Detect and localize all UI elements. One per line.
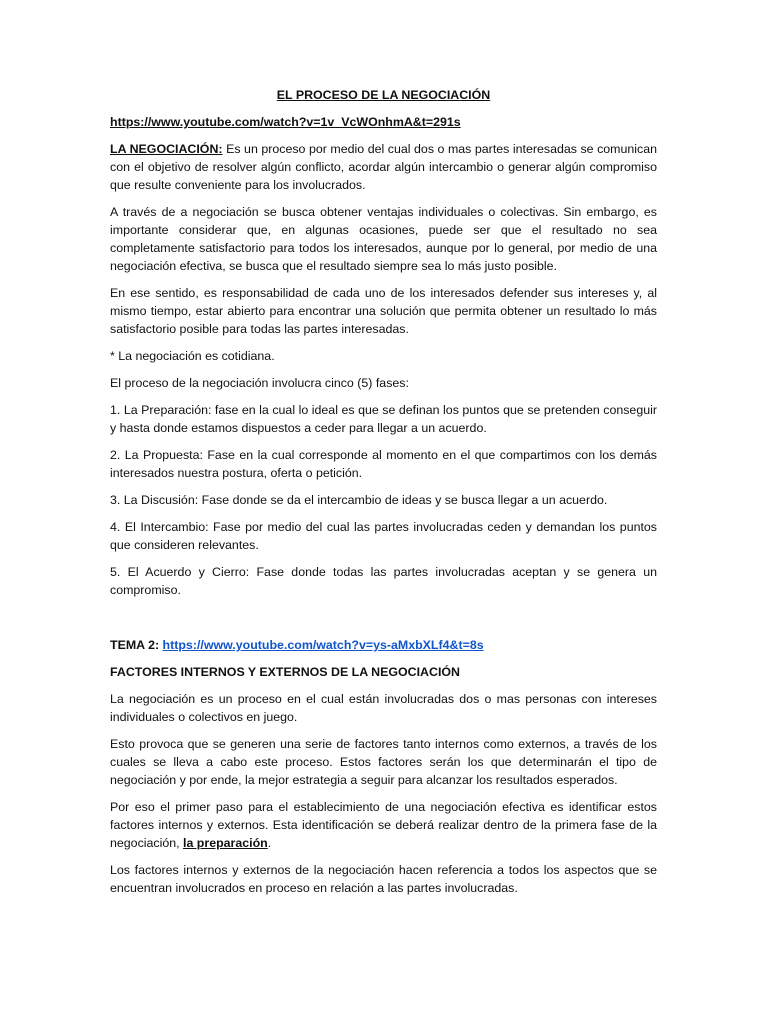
tema2-label: TEMA 2:	[110, 638, 163, 652]
definition-text: Es un proceso por medio del cual dos o mas partes interesadas se comunican con el objetivo de resolver algún conflicto, acordar algún intercambio o generar algún compromiso que resulte conveniente para los involucrados.	[110, 142, 658, 192]
paragraph-4: * La negociación es cotidiana.	[110, 349, 275, 363]
document-title: EL PROCESO DE LA NEGOCIACIÓN	[276, 88, 491, 102]
paragraph-8-text: Por eso el primer paso para el establecimiento de una negociación efectiva es identificar estos factores internos y externos. Esta identificación se deberá realizar dentro de la primera fase de la negociación,	[110, 800, 657, 850]
youtube-link-2[interactable]: https://www.youtube.com/watch?v=ys-aMxbXLf4&t=8s	[162, 638, 484, 652]
phase-3: 3. La Discusión: Fase donde se da el intercambio de ideas y se busca llegar a un acuerdo.	[110, 493, 608, 507]
spacer	[110, 608, 657, 636]
paragraph-7: Esto provoca que se generen una serie de factores tanto internos como externos, a través de los cuales se lleva a cabo este proceso. Estos factores serán los que determinarán el tipo de negociación y por ende, la mejor estrategia a seguir para alcanzar los resultados esperados.	[110, 737, 657, 787]
paragraph-9: Los factores internos y externos de la negociación hacen referencia a todos los aspectos que se encuentran involucrados en proceso en relación a las partes involucradas.	[110, 863, 657, 895]
phase-2: 2. La Propuesta: Fase en la cual corresponde al momento en el que compartimos con los demás interesados nuestra postura, oferta o petición.	[110, 448, 657, 480]
paragraph-3: En ese sentido, es responsabilidad de cada uno de los interesados defender sus intereses y, al mismo tiempo, estar abierto para encontrar una solución que permita obtener un resultado lo más satisfactorio posible para todas las partes interesadas.	[110, 286, 657, 336]
paragraph-8	[110, 798, 657, 852]
tema2-line	[110, 636, 657, 654]
phase-1: 1. La Preparación: fase en la cual lo ideal es que se definan los puntos que se pretenden conseguir y hasta donde estamos dispuestos a ceder para llegar a un acuerdo.	[110, 403, 657, 435]
section-heading-2: FACTORES INTERNOS Y EXTERNOS DE LA NEGOCIACIÓN	[110, 665, 460, 679]
paragraph-2: A través de a negociación se busca obtener ventajas individuales o colectivas. Sin embargo, es importante considerar que, en algunas ocasiones, puede ser que el resultado no sea completamente satisfactorio para todos los interesados, aunque por lo general, por medio de una negociación efectiva, se busca que el resultado siempre sea lo más justo posible.	[110, 205, 657, 273]
definition-paragraph	[110, 140, 657, 194]
paragraph-5: El proceso de la negociación involucra cinco (5) fases:	[110, 376, 409, 390]
definition-label: LA NEGOCIACIÓN:	[110, 142, 223, 156]
youtube-link-1[interactable]: https://www.youtube.com/watch?v=1v_VcWOnhmA&t=291s	[110, 115, 461, 129]
paragraph-8-end: .	[267, 836, 272, 850]
phase-5: 5. El Acuerdo y Cierro: Fase donde todas las partes involucradas aceptan y se genera un compromiso.	[110, 565, 657, 597]
document-page	[110, 86, 657, 906]
paragraph-6: La negociación es un proceso en el cual están involucradas dos o mas personas con intereses individuales o colectivos en juego.	[110, 692, 657, 724]
paragraph-8-emphasis: la preparación	[183, 836, 268, 850]
phase-4: 4. El Intercambio: Fase por medio del cual las partes involucradas ceden y demandan los puntos que consideren relevantes.	[110, 520, 657, 552]
